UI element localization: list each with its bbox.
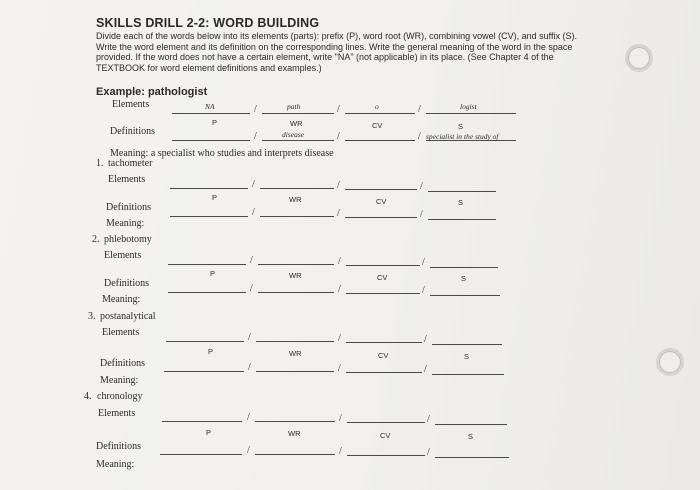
item-1-root-def-line[interactable]	[260, 216, 334, 217]
item-4-suffix-code: S	[468, 432, 474, 441]
item-2-suffix-def-line[interactable]	[430, 295, 500, 296]
item-2-root-line[interactable]	[258, 264, 334, 265]
item-4-meaning-label: Meaning:	[96, 459, 135, 470]
item-1-root-code: WR	[289, 195, 302, 204]
item-2-suffix-code: S	[461, 274, 467, 283]
item-4-separator: /	[339, 413, 342, 424]
item-1-prefix-def-line[interactable]	[170, 216, 248, 217]
item-3-definitions-label: Definitions	[100, 358, 145, 369]
page-title: SKILLS DRILL 2-2: WORD BUILDING	[96, 16, 320, 30]
item-3-suffix-def-line[interactable]	[432, 374, 504, 375]
item-4-separator: /	[247, 412, 250, 423]
item-3-vowel-code: CV	[378, 351, 389, 360]
example-root-definition: disease	[282, 130, 305, 139]
item-1-vowel-code: CV	[376, 197, 387, 206]
item-3-root-def-line[interactable]	[256, 371, 334, 372]
item-2-vowel-line[interactable]	[346, 265, 420, 266]
item-2-prefix-def-line[interactable]	[168, 292, 246, 293]
item-3-root-line[interactable]	[256, 341, 334, 342]
example-separator: /	[337, 131, 340, 142]
item-2-separator: /	[422, 257, 425, 268]
item-3-suffix-line[interactable]	[432, 344, 502, 345]
item-4-prefix-code: P	[206, 428, 212, 437]
example-heading: Example: pathologist	[96, 86, 208, 98]
example-root-def-line	[262, 140, 334, 141]
item-2-suffix-line[interactable]	[430, 267, 498, 268]
item-3-separator: /	[424, 334, 427, 345]
item-4-prefix-line[interactable]	[162, 421, 242, 422]
item-4-root-code: WR	[288, 429, 301, 438]
example-separator: /	[254, 104, 257, 115]
item-1-separator: /	[252, 179, 255, 190]
item-3-separator: /	[338, 333, 341, 344]
item-2-elements-label: Elements	[104, 250, 142, 261]
item-2-separator: /	[250, 255, 253, 266]
item-1-elements-label: Elements	[108, 174, 146, 185]
example-elements-label: Elements	[112, 99, 150, 110]
item-3-separator: /	[248, 332, 251, 343]
item-3-root-code: WR	[289, 349, 302, 358]
item-3-elements-label: Elements	[102, 327, 140, 338]
example-root-code: WR	[290, 119, 303, 128]
item-1-prefix-line[interactable]	[170, 188, 248, 189]
item-1-suffix-line[interactable]	[428, 191, 496, 192]
item-4-separator: /	[427, 447, 430, 458]
item-4-prefix-def-line[interactable]	[160, 454, 242, 455]
item-4-number: 4.	[84, 391, 92, 402]
item-2-definitions-label: Definitions	[104, 278, 149, 289]
item-4-vowel-code: CV	[380, 431, 391, 440]
item-3-vowel-line[interactable]	[346, 342, 422, 343]
item-3-separator: /	[338, 363, 341, 374]
example-vowel-line	[345, 113, 415, 114]
item-1-separator: /	[337, 208, 340, 219]
item-4-separator: /	[339, 446, 342, 457]
example-prefix-def-line	[172, 140, 250, 141]
item-1-number: 1.	[96, 158, 104, 169]
item-2-root-def-line[interactable]	[258, 292, 334, 293]
item-3-vowel-def-line[interactable]	[346, 372, 422, 373]
example-meaning: Meaning: a specialist who studies and interprets disease	[110, 148, 334, 159]
item-1-definitions-label: Definitions	[106, 202, 151, 213]
item-4-root-def-line[interactable]	[255, 454, 335, 455]
example-prefix-code: P	[212, 118, 218, 127]
item-1-separator: /	[420, 209, 423, 220]
item-1-prefix-code: P	[212, 193, 218, 202]
item-2-vowel-code: CV	[377, 273, 388, 282]
example-suffix-value: logist	[460, 102, 477, 111]
example-suffix-line	[426, 113, 516, 114]
example-vowel-value: o	[375, 102, 379, 111]
item-4-suffix-line[interactable]	[435, 424, 507, 425]
item-1-suffix-def-line[interactable]	[428, 219, 496, 220]
item-3-separator: /	[248, 362, 251, 373]
item-2-root-code: WR	[289, 271, 302, 280]
example-root-line	[262, 113, 334, 114]
example-prefix-value: NA	[205, 102, 215, 111]
item-3-prefix-code: P	[208, 347, 214, 356]
example-separator: /	[254, 131, 257, 142]
item-1-meaning-label: Meaning:	[106, 218, 145, 229]
item-1-vowel-def-line[interactable]	[345, 217, 417, 218]
item-4-definitions-label: Definitions	[96, 441, 141, 452]
example-prefix-line	[172, 113, 250, 114]
item-1-separator: /	[337, 180, 340, 191]
item-1-suffix-code: S	[458, 198, 464, 207]
example-definitions-label: Definitions	[110, 126, 155, 137]
item-2-separator: /	[338, 284, 341, 295]
item-3-word: postanalytical	[100, 311, 156, 322]
item-2-word: phlebotomy	[104, 234, 152, 245]
item-4-vowel-line[interactable]	[347, 422, 425, 423]
item-1-word: tachometer	[108, 158, 153, 169]
item-3-prefix-def-line[interactable]	[164, 371, 244, 372]
item-3-suffix-code: S	[464, 352, 470, 361]
example-separator: /	[418, 131, 421, 142]
item-1-separator: /	[420, 181, 423, 192]
item-1-vowel-line[interactable]	[345, 189, 417, 190]
binder-hole-top	[625, 44, 653, 72]
item-3-number: 3.	[88, 311, 96, 322]
example-vowel-code: CV	[372, 121, 383, 130]
item-4-separator: /	[427, 414, 430, 425]
item-2-prefix-code: P	[210, 269, 216, 278]
example-separator: /	[418, 104, 421, 115]
item-2-separator: /	[422, 285, 425, 296]
item-1-root-line[interactable]	[260, 188, 334, 189]
item-2-separator: /	[250, 283, 253, 294]
item-1-separator: /	[252, 207, 255, 218]
item-4-suffix-def-line[interactable]	[435, 457, 509, 458]
item-3-meaning-label: Meaning:	[100, 375, 139, 386]
item-3-prefix-line[interactable]	[166, 341, 244, 342]
item-4-elements-label: Elements	[98, 408, 136, 419]
item-2-meaning-label: Meaning:	[102, 294, 141, 305]
example-suffix-code: S	[458, 122, 464, 131]
item-2-separator: /	[338, 256, 341, 267]
item-3-separator: /	[424, 364, 427, 375]
item-4-word: chronology	[97, 391, 143, 402]
example-vowel-def-line	[345, 140, 415, 141]
item-2-vowel-def-line[interactable]	[346, 293, 420, 294]
example-root-value: path	[287, 102, 301, 111]
binder-hole-bottom	[656, 348, 684, 376]
example-separator: /	[337, 104, 340, 115]
item-2-prefix-line[interactable]	[168, 264, 246, 265]
instructions: Divide each of the words below into its elements (parts): prefix (P), word root (WR), combining vowel (CV), and suffix (S). Write the word element and its definition on the corresponding lines. Write the general meaning of the word in the space provided. If the word does not have a certain element, write "NA" (not applicable) in its place. (See Chapter 4 of the TEXTBOOK for word element definitions and examples.)	[96, 31, 578, 73]
item-2-number: 2.	[92, 234, 100, 245]
item-4-vowel-def-line[interactable]	[347, 455, 425, 456]
example-suffix-definition: specialist in the study of	[426, 132, 499, 141]
item-4-root-line[interactable]	[255, 421, 335, 422]
item-4-separator: /	[247, 445, 250, 456]
